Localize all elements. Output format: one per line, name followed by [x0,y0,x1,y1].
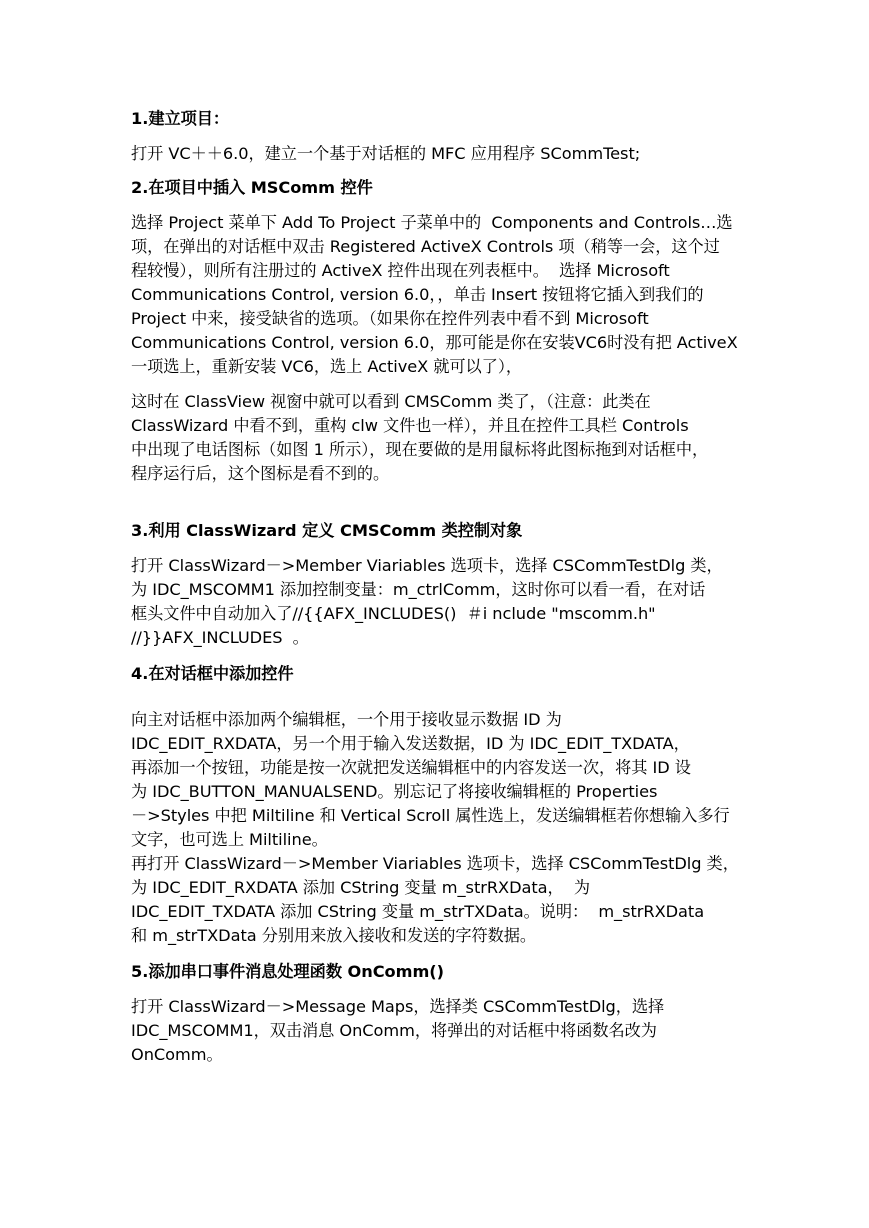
section-3-text-line-3: 框头文件中自动加入了//{{AFX_INCLUDES() ＃i nclude "mscomm.h" [131,604,656,623]
section-4-text-line-5: －>Styles 中把 Miltiline 和 Vertical Scroll 属性选上，发送编辑框若你想输入多行 [131,806,730,825]
section-5-text-line-3: OnComm。 [131,1045,223,1064]
section-4-text-line-2: IDC_EDIT_RXDATA，另一个用于输入发送数据，ID 为 IDC_EDIT_TXDATA， [131,734,690,753]
section-2-para-1-line-5: Project 中来，接受缺省的选项。（如果你在控件列表中看不到 Microsoft [131,309,649,328]
section-2-para-1-line-3: 程较慢），则所有注册过的 ActiveX 控件出现在列表框中。 选择 Microsoft [131,261,670,280]
section-2-para-2-line-3: 中出现了电话图标（如图 1 所示），现在要做的是用鼠标将此图标拖到对话框中， [131,440,709,459]
section-4-heading: 4.在对话框中添加控件 [131,664,294,683]
section-2-para-1-line-7: 一项选上，重新安装 VC6，选上 ActiveX 就可以了）， [131,357,522,376]
section-2-para-1-line-1: 选择 Project 菜单下 Add To Project 子菜单中的 Components and Controls…选 [131,213,733,232]
section-2-para-2-line-1: 这时在 ClassView 视窗中就可以看到 CMSComm 类了，（注意：此类在 [131,392,651,411]
section-2-para-1-line-6: Communications Control, version 6.0，那可能是你在安装VC6时没有把 ActiveX [131,333,738,352]
section-3-text-line-4: //}}AFX_INCLUDES 。 [131,628,309,647]
section-2-heading: 2.在项目中插入 MSComm 控件 [131,178,373,197]
section-3-text-line-2: 为 IDC_MSCOMM1 添加控制变量：m_ctrlComm，这时你可以看一看，在对话 [131,580,706,599]
section-5-heading: 5.添加串口事件消息处理函数 OnComm() [131,962,444,981]
section-1-text-line-1: 打开 VC＋＋6.0，建立一个基于对话框的 MFC 应用程序 SCommTest; [131,144,641,163]
section-4-text-line-8: 为 IDC_EDIT_RXDATA 添加 CString 变量 m_strRXData， 为 [131,878,590,897]
section-4-text-line-9: IDC_EDIT_TXDATA 添加 CString 变量 m_strTXData。说明： m_strRXData [131,902,705,921]
section-2-para-2-line-2: ClassWizard 中看不到，重构 clw 文件也一样），并且在控件工具栏 Controls [131,416,689,435]
section-2-para-1-line-4: Communications Control, version 6.0，，单击 Insert 按钮将它插入到我们的 [131,285,704,304]
section-1-heading: 1.建立项目： [131,109,229,128]
section-4-text-line-10: 和 m_strTXData 分别用来放入接收和发送的字符数据。 [131,926,537,945]
section-2-para-1-line-2: 项，在弹出的对话框中双击 Registered ActiveX Controls 项（稍等一会，这个过 [131,237,720,256]
section-5-text-line-2: IDC_MSCOMM1，双击消息 OnComm，将弹出的对话框中将函数名改为 [131,1021,657,1040]
section-5-text-line-1: 打开 ClassWizard－>Message Maps，选择类 CSCommTestDlg，选择 [131,997,665,1016]
section-4-text-line-3: 再添加一个按钮，功能是按一次就把发送编辑框中的内容发送一次，将其 ID 设 [131,758,691,777]
section-4-text-line-1: 向主对话框中添加两个编辑框，一个用于接收显示数据 ID 为 [131,710,562,729]
section-4-text-line-7: 再打开 ClassWizard－>Member Viariables 选项卡，选择 CSCommTestDlg 类， [131,854,739,873]
section-3-text-line-1: 打开 ClassWizard－>Member Viariables 选项卡，选择 CSCommTestDlg 类， [131,556,723,575]
section-2-para-2-line-4: 程序运行后，这个图标是看不到的。 [131,464,390,483]
section-4-text-line-4: 为 IDC_BUTTON_MANUALSEND。别忘记了将接收编辑框的 Properties [131,782,658,801]
section-4-text-line-6: 文字，也可选上 Miltiline。 [131,830,328,849]
section-3-heading: 3.利用 ClassWizard 定义 CMSComm 类控制对象 [131,521,523,540]
